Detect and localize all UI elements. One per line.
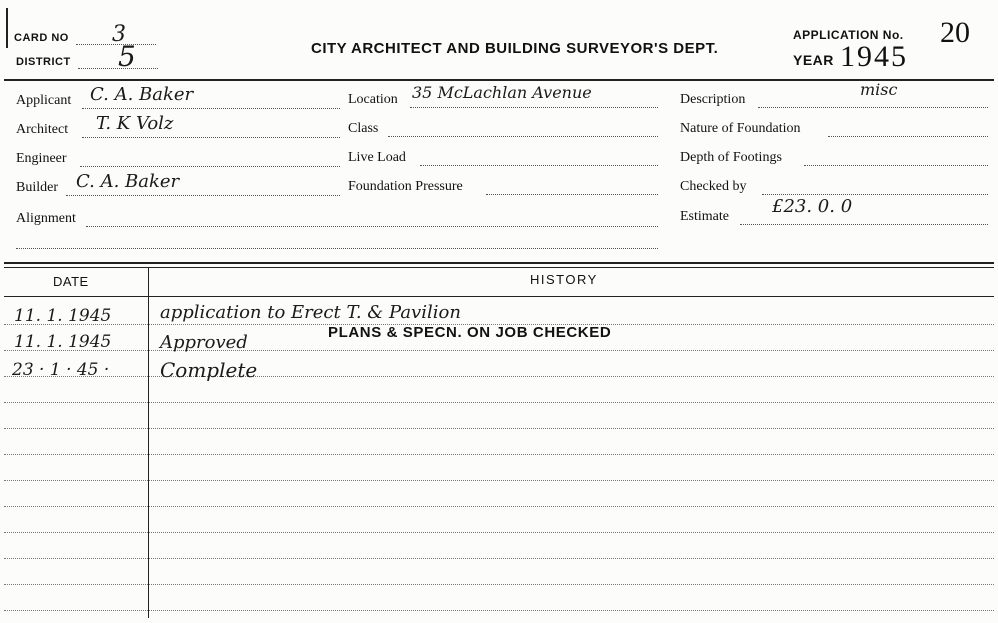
estimate-label: Estimate: [680, 209, 729, 224]
applicant-value: C. A. Baker: [90, 84, 194, 105]
location-value: 35 McLachlan Avenue: [412, 83, 592, 102]
description-value: misc: [860, 80, 898, 99]
engineer-label: Engineer: [16, 151, 67, 166]
alignment-label: Alignment: [16, 211, 76, 226]
table-top-rule: [4, 262, 994, 264]
plans-checked-stamp: PLANS & SPECN. ON JOB CHECKED: [328, 324, 612, 341]
builder-label: Builder: [16, 180, 58, 195]
application-value: 20: [940, 16, 970, 49]
date-header: DATE: [53, 274, 89, 289]
foundation-pressure-label: Foundation Pressure: [348, 179, 463, 194]
checked-by-label: Checked by: [680, 179, 747, 194]
district-label: DISTRICT: [16, 56, 71, 68]
class-label: Class: [348, 121, 379, 136]
district-value: 5: [118, 40, 136, 73]
row-2-date: 11. 1. 1945: [14, 332, 112, 352]
nature-foundation-label: Nature of Foundation: [680, 121, 801, 136]
description-label: Description: [680, 92, 746, 107]
applicant-label: Applicant: [16, 93, 72, 108]
history-header: HISTORY: [530, 272, 598, 287]
corner-mark: [6, 8, 8, 48]
card-no-value: 3: [112, 22, 126, 47]
builder-value: C. A. Baker: [76, 171, 180, 192]
live-load-label: Live Load: [348, 150, 406, 165]
depth-footings-label: Depth of Footings: [680, 150, 782, 165]
row-1-date: 11. 1. 1945: [14, 306, 112, 326]
architect-value: T. K Volz: [96, 113, 174, 134]
header-rule: [4, 79, 994, 81]
location-label: Location: [348, 92, 398, 107]
row-3-history: Complete: [160, 358, 258, 382]
header-bottom-rule: [4, 296, 994, 297]
year-label: YEAR: [793, 52, 834, 68]
row-3-date: 23 · 1 · 45 ·: [12, 360, 110, 380]
year-value: 1945: [840, 40, 908, 73]
application-label: APPLICATION No.: [793, 28, 904, 42]
row-2-history: Approved: [160, 332, 248, 353]
column-divider: [148, 268, 149, 618]
dept-title: CITY ARCHITECT AND BUILDING SURVEYOR'S DEPT.: [311, 40, 719, 57]
estimate-value: £23. 0. 0: [772, 196, 853, 217]
row-1-history: application to Erect T. & Pavilion: [160, 302, 461, 323]
card-no-label: CARD NO: [14, 32, 69, 44]
architect-label: Architect: [16, 122, 69, 137]
